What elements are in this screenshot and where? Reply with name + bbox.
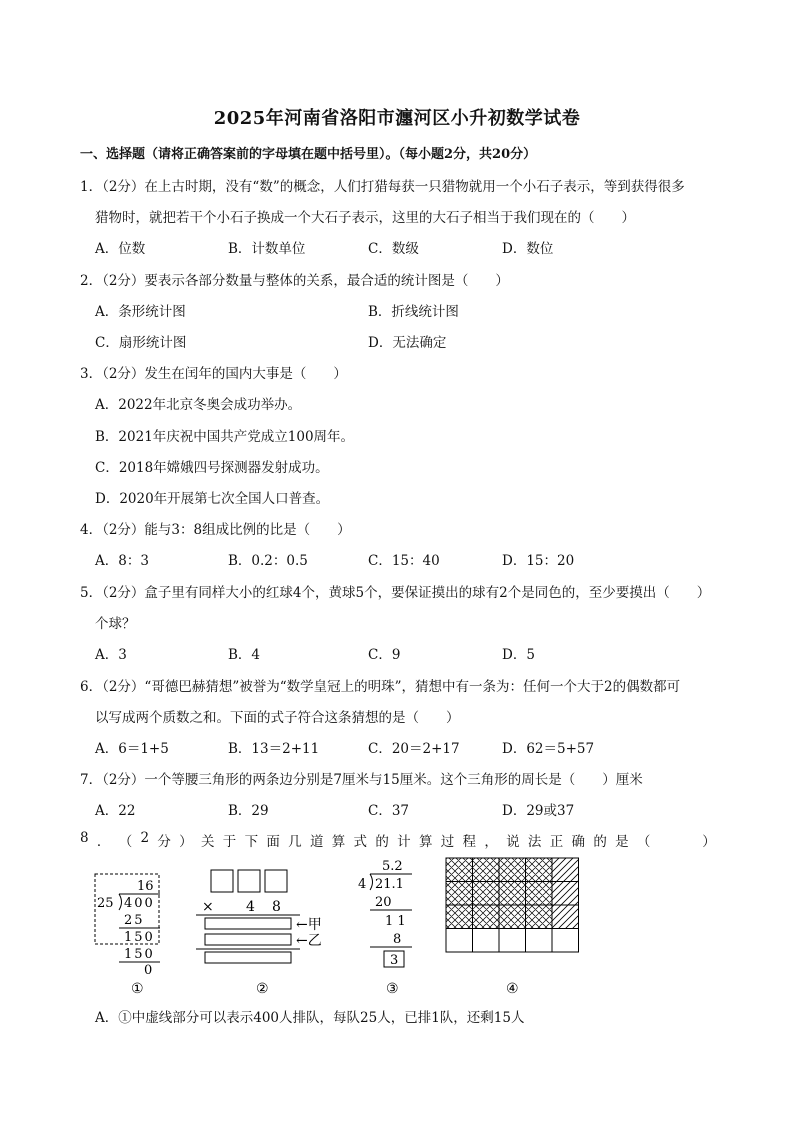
- grid-cell: [526, 905, 553, 929]
- q6-option-d: D．62＝5+57: [502, 741, 595, 757]
- figure-label-2: ②: [256, 981, 269, 997]
- figure-label-1: ①: [131, 981, 144, 997]
- q4-option-a: A．8：3: [95, 553, 149, 569]
- grid-cell: [499, 858, 526, 882]
- fig3-remainder: 3: [390, 953, 399, 968]
- fig3-step2: 1 1: [385, 914, 406, 929]
- fig3-dividend: 21.1: [375, 877, 404, 892]
- q7-option-a: A．22: [95, 803, 136, 819]
- grid-cell: [446, 882, 473, 906]
- fig3-divisor: 4: [358, 877, 367, 892]
- section-heading: 一、选择题（请将正确答案前的字母填在题中括号里）。（每小题2分，共20分）: [80, 147, 537, 162]
- grid-cell: [499, 905, 526, 929]
- page-title: 2025年河南省洛阳市瀍河区小升初数学试卷: [213, 108, 581, 129]
- figure-label-3: ③: [386, 981, 399, 997]
- fig3-step3: 8: [393, 932, 402, 947]
- q3-option-b: B．2021年庆祝中国共产党成立100周年。: [95, 429, 355, 445]
- q3-option-c: C．2018年嫦娥四号探测器发射成功。: [95, 460, 329, 476]
- q5-option-b: B．4: [228, 647, 261, 663]
- q4-option-b: B．0.2：0.5: [228, 553, 308, 569]
- q8-option-a: A．①中虚线部分可以表示400人排队，每队25人，已排1队，还剩15人: [95, 1010, 525, 1026]
- grid-cell: [473, 905, 500, 929]
- q2-option-d: D．无法确定: [368, 335, 447, 351]
- q5-option-c: C．9: [368, 647, 401, 663]
- question-6-line2: 以写成两个质数之和。下面的式子符合这条猜想的是（ ）: [95, 710, 460, 726]
- q1-option-a: A．位数: [95, 241, 146, 257]
- fig2-label-yi: ←乙: [296, 933, 322, 949]
- fig1-quotient: 16: [137, 879, 154, 894]
- q5-option-a: A．3: [95, 647, 127, 663]
- q6-option-a: A．6＝1+5: [95, 741, 169, 757]
- grid-cell: [446, 858, 473, 882]
- q4-option-d: D．15：20: [502, 553, 575, 569]
- figure-label-4: ④: [506, 981, 519, 997]
- q7-option-b: B．29: [228, 803, 269, 819]
- grid-cell: [552, 929, 579, 953]
- fig2-digit2: 8: [272, 899, 281, 915]
- q3-option-d: D．2020年开展第七次全国人口普查。: [95, 491, 330, 507]
- fig1-divisor: 25: [97, 896, 114, 911]
- grid-cell: [446, 905, 473, 929]
- question-1-line2: 猎物时，就把若干个小石子换成一个大石子表示，这里的大石子相当于我们现在的（ ）: [95, 210, 635, 226]
- q7-option-c: C．37: [368, 803, 410, 819]
- q2-option-b: B．折线统计图: [368, 304, 459, 320]
- grid-cell: [526, 882, 553, 906]
- q5-option-d: D．5: [502, 647, 535, 663]
- question-6-line1: 6．（2分）“哥德巴赫猜想”被誉为“数学皇冠上的明珠”，猜想中有一条为：任何一个大于2的偶数都可: [80, 679, 681, 695]
- question-3: 3．（2分）发生在闰年的国内大事是（ ）: [80, 366, 347, 382]
- figure-1-division: [95, 874, 160, 978]
- fig1-step1: 25: [124, 913, 145, 928]
- grid-cell: [473, 882, 500, 906]
- fig2-label-jia: ←甲: [296, 917, 322, 933]
- figure-3-division: [358, 859, 412, 968]
- q7-option-d: D．29或37: [502, 803, 575, 819]
- q3-option-a: A．2022年北京冬奥会成功举办。: [95, 397, 302, 413]
- fig1-remainder: 0: [144, 963, 153, 978]
- question-5-line1: 5．（2分）盒子里有同样大小的红球4个，黄球5个，要保证摸出的球有2个是同色的，至少要摸出（ ）: [80, 585, 711, 601]
- grid-cell: [552, 905, 579, 929]
- fig2-digit1: 4: [246, 899, 255, 915]
- figure-labels: [131, 981, 519, 997]
- figure-4-grid: [446, 858, 579, 952]
- figure-2-multiplication: [196, 870, 322, 963]
- question-7: 7．（2分）一个等腰三角形的两条边分别是7厘米与15厘米。这个三角形的周长是（ ）厘米: [80, 772, 643, 788]
- question-8-figures: [0, 850, 794, 1005]
- grid-cell: [552, 858, 579, 882]
- question-5-line2: 个球？: [95, 616, 136, 632]
- question-8-stem: 8 ． （ 2 分 ） 关 于 下 面 几 道 算 式 的 计 算 过 程 ， 说 法 正 确 的 是 （ ）: [80, 830, 716, 850]
- fig3-step1: 20: [375, 895, 392, 910]
- q2-option-c: C．扇形统计图: [95, 335, 187, 351]
- grid-cell: [552, 882, 579, 906]
- q6-option-b: B．13＝2+11: [228, 741, 320, 757]
- question-2: 2．（2分）要表示各部分数量与整体的关系，最合适的统计图是（ ）: [80, 273, 509, 289]
- question-1-line1: 1．（2分）在上古时期，没有“数”的概念，人们打猎每获一只猎物就用一个小石子表示，等到获得很多: [80, 179, 685, 195]
- grid-cell: [526, 929, 553, 953]
- question-4: 4．（2分）能与3：8组成比例的比是（ ）: [80, 522, 351, 538]
- grid-cell: [473, 858, 500, 882]
- q4-option-c: C．15：40: [368, 553, 440, 569]
- q1-option-d: D．数位: [502, 241, 554, 257]
- grid-cell: [446, 929, 473, 953]
- grid-cell: [499, 882, 526, 906]
- fig2-times-sign: ×: [202, 899, 214, 915]
- fig1-step3: 150: [124, 947, 155, 962]
- q1-option-c: C．数级: [368, 241, 419, 257]
- fig1-dividend: 400: [124, 896, 155, 911]
- q2-option-a: A．条形统计图: [95, 304, 186, 320]
- fig3-quotient: 5.2: [382, 859, 403, 874]
- grid-cell: [499, 929, 526, 953]
- grid-cell: [526, 858, 553, 882]
- fig1-step2: 150: [124, 930, 155, 945]
- q1-option-b: B．计数单位: [228, 241, 306, 257]
- q6-option-c: C．20＝2+17: [368, 741, 460, 757]
- grid-cell: [473, 929, 500, 953]
